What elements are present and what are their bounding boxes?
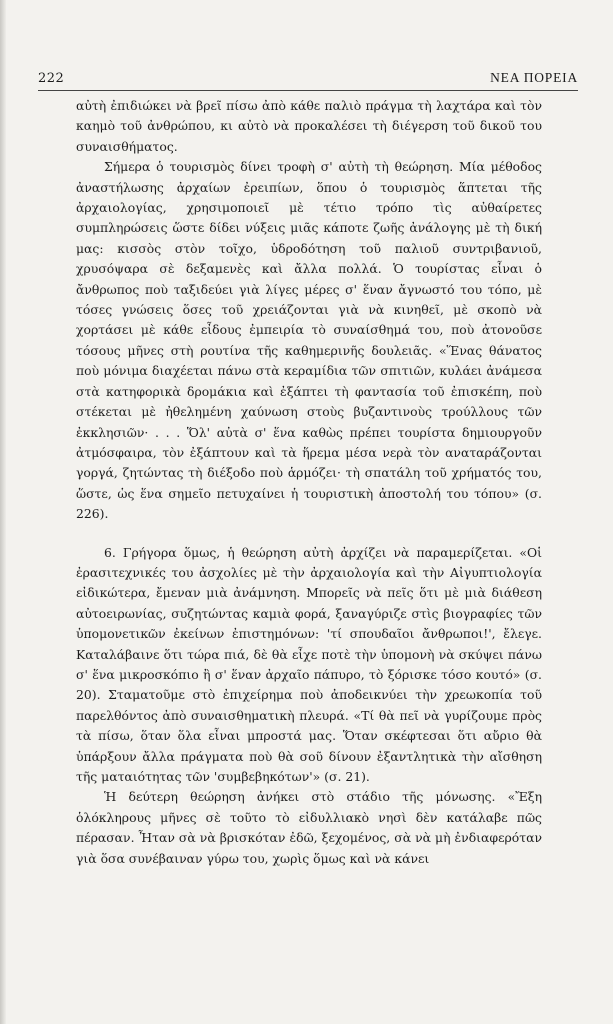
running-head — [38, 70, 578, 86]
body-text — [76, 96, 542, 869]
page-number: 222 — [38, 71, 65, 86]
header-rule — [38, 90, 578, 91]
running-title: ΝΕΑ ΠΟΡΕΙΑ — [490, 70, 578, 85]
paragraph-second-view: Ἡ δεύτερη θεώρηση ἀνήκει στὸ στάδιο τῆς μόνωσης. «Ἔξη ὁλόκληρους μῆνες σὲ τοῦτο τὸ εἰδυλλιακὸ νησὶ δὲν κατάλαβε πῶς πέρασαν. Ἦταν σὰ νὰ βρισκόταν ἐδῶ, ξεχομένος, σὰ νὰ μὴ ἐνδιαφερόταν γιὰ ὅσα συνέβαιναν γύρω του, χωρὶς ὅμως καὶ νὰ κάνει — [76, 789, 542, 866]
paragraph-continuation: αὐτὴ ἐπιδιώκει νὰ βρεῖ πίσω ἀπὸ κάθε παλιὸ πράγμα τὴ λαχτάρα καὶ τὸν καημὸ τοῦ ἀνθρώπου, κι αὐτὸ νὰ προκαλέσει τὴ διέγερση τοῦ δικοῦ του συναισθήματος. — [76, 98, 542, 154]
scan-binding-edge — [0, 0, 6, 1024]
paragraph-tourism: Σήμερα ὁ τουρισμὸς δίνει τροφὴ σ' αὐτὴ τὴ θεώρηση. Μία μέθοδος ἀναστήλωσης ἀρχαίων ἐρειπίων, ὅπου ὁ τουρισμὸς ἅπτεται τῆς ἀρχαιολογίας, χρησιμοποιεῖ μὲ τέτιο τρόπο τὶς αὐθαίρετες συμπληρώσεις ὥστε δίδει νύξεις μιᾶς κάποτε ζωῆς ἀνάλογης μὲ τὴ δική μας: κισσὸς στὸν τοῖχο, ὑδροδότηση τοῦ παλιοῦ συντριβανιοῦ, χρυσόψαρα σὲ δεξαμενὲς καὶ ἄλλα πολλά. Ὁ τουρίστας εἶναι ὁ ἄνθρωπος ποὺ ταξιδεύει γιὰ λίγες μέρες σ' ἕναν ἄγνωστό του τόπο, μὲ τόσες γνώσεις ὅσες τοῦ χρειάζονται γιὰ νὰ κινηθεῖ, μὲ σκοπὸ νὰ χορτάσει μὲ κάθε εἶδους ἐμπειρία τὸ συναίσθημά του, ποὺ ἀτονοῦσε τόσους μῆνες στὴ ρουτίνα τῆς καθημερινῆς δουλειᾶς. «Ἕνας θάνατος ποὺ μόνιμα διαχέεται πάνω στὰ κεραμίδια τῶν σπιτιῶν, κυλάει ἀνάμεσα στὰ κατηφορικὰ δρομάκια καὶ ἐξάπτει τὴ φαντασία τοῦ ἐπισκέπη, ποὺ στέκεται μὲ ἠθελημένη χαύνωση στοὺς βυζαντινοὺς τρούλλους τῶν ἐκκλησιῶν· . . . Ὅλ' αὐτὰ σ' ἕνα καθὼς πρέπει τουρίστα δημιουργοῦν ἀτμόσφαιρα, τὸν ἐξάπτουν καὶ τὰ ἥρεμα μέσα νερὰ τὸν αναταράζονται γοργά, ζητώντας τὴ διέξοδο ποὺ ἁρμόζει· τὴ σπατάλη τοῦ χρήματός του, ὥστε, ὡς ἕνα σημεῖο πετυχαίνει ἡ τουριστικὴ ἀποστολή του τόπου» (σ. 226). — [76, 159, 542, 522]
paragraph-section-6: 6. Γρήγορα ὅμως, ἡ θεώρηση αὐτὴ ἀρχίζει νὰ παραμερίζεται. «Οἱ ἐρασιτεχνικές του ἀσχολίες μὲ τὴν ἀρχαιολογία καὶ τὴν Αἰγυπτιολογία εἰδικώτερα, ἔμεναν μιὰ ἀνάμνηση. Μπορεῖς νὰ πεῖς ὅτι μὲ μιὰ διάθεση αὐτοειρωνίας, συζητώντας καμιὰ φορά, ξαναγύριζε στὶς βιογραφίες τῶν ὑπομονετικῶν ἐκείνων ἐπιστημόνων: 'τί σπουδαῖοι ἄνθρωποι!', ἔλεγε. Καταλάβαινε ὅτι τώρα πιά, δὲ θὰ εἶχε ποτὲ τὴν ὑπομονὴ νὰ σκύψει πάνω σ' ἕνα μικροσκόπιο ἢ σ' ἕναν ἀρχαῖο πάπυρο, τὸ ξόρισκε τόσο κουτό» (σ. 20). Σταματοῦμε στὸ ἐπιχείρημα ποὺ ἀποδεικνύει τὴν χρεωκοπία τοῦ παρελθόντος ἀπὸ συναισθηματικὴ πλευρά. «Τί θὰ πεῖ νὰ γυρίζουμε πρὸς τὰ πίσω, ὅταν ὅλα εἶναι μπροστά μας. Ὅταν σκέφτεσαι ὅτι αὔριο θὰ ὑπάρξουν ἄλλα πράγματα ποὺ θὰ σοῦ δίνουν ἐξαντλητικὰ τὴν αἴσθηση τῆς ματαιότητας τῶν 'συμβεβηκότων'» (σ. 21). — [76, 544, 542, 784]
